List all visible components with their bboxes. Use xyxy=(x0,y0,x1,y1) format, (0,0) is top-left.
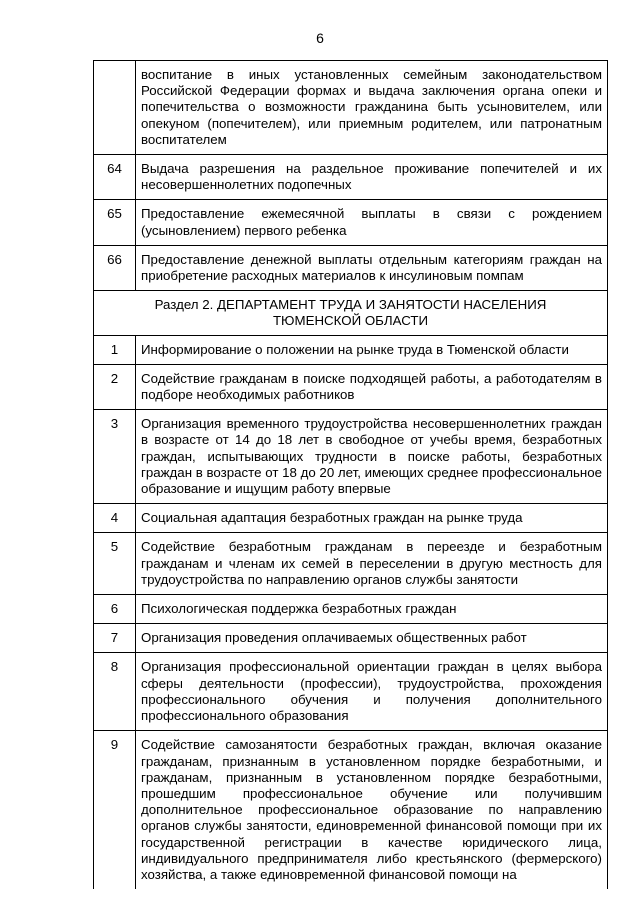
service-description: Психологическая поддержка безработных граждан xyxy=(136,595,608,624)
table-row xyxy=(94,595,608,624)
row-number: 5 xyxy=(94,533,136,595)
service-description: Содействие безработным гражданам в переезде и безработным гражданам и членам их семей в переселении в другую местность для трудоустройства по направлению органов службы занятости xyxy=(136,533,608,595)
service-description: Предоставление ежемесячной выплаты в связи с рождением (усыновлением) первого ребенка xyxy=(136,200,608,245)
table-row xyxy=(94,364,608,409)
service-description: Информирование о положении на рынке труда в Тюменской области xyxy=(136,335,608,364)
row-number xyxy=(94,61,136,155)
section-header-row xyxy=(94,291,608,335)
row-number: 7 xyxy=(94,624,136,653)
row-number: 4 xyxy=(94,504,136,533)
service-description: Организация проведения оплачиваемых общественных работ xyxy=(136,624,608,653)
row-number: 64 xyxy=(94,155,136,200)
service-description: Социальная адаптация безработных граждан на рынке труда xyxy=(136,504,608,533)
service-description: Организация профессиональной ориентации граждан в целях выбора сферы деятельности (профессии), трудоустройства, прохождения профессионального обучения и получения дополнительного профессионального образования xyxy=(136,653,608,731)
service-description: воспитание в иных установленных семейным законодательством Российской Федерации формах и выдача заключения органа опеки и попечительства о возможности гражданина быть усыновителем, или опекуном (попечителем), или приемным родителем, или патронатным воспитателем xyxy=(136,61,608,155)
row-number: 65 xyxy=(94,200,136,245)
table-row xyxy=(94,504,608,533)
table-row xyxy=(94,731,608,889)
service-description: Содействие самозанятости безработных граждан, включая оказание гражданам, признанным в установленном порядке безработными, и гражданам, признанным в установленном порядке безработными, прошедшим профессиональное обучение или получившим дополнительное профессиональное образование по направлению органов службы занятости, единовременной финансовой помощи при их государственной регистрации в качестве юридического лица, индивидуального предпринимателя либо крестьянского (фермерского) хозяйства, а также единовременной финансовой помощи на xyxy=(136,731,608,889)
table-row xyxy=(94,245,608,290)
table-row xyxy=(94,335,608,364)
table-row xyxy=(94,624,608,653)
table-row xyxy=(94,410,608,504)
row-number: 6 xyxy=(94,595,136,624)
row-number: 66 xyxy=(94,245,136,290)
service-description: Содействие гражданам в поиске подходящей работы, а работодателям в подборе необходимых работников xyxy=(136,364,608,409)
table-row xyxy=(94,200,608,245)
table-row xyxy=(94,533,608,595)
table-row xyxy=(94,653,608,731)
row-number: 2 xyxy=(94,364,136,409)
row-number: 1 xyxy=(94,335,136,364)
row-number: 8 xyxy=(94,653,136,731)
row-number: 3 xyxy=(94,410,136,504)
service-description: Предоставление денежной выплаты отдельным категориям граждан на приобретение расходных материалов к инсулиновым помпам xyxy=(136,245,608,290)
row-number: 9 xyxy=(94,731,136,889)
page-number: 6 xyxy=(316,30,324,46)
table-row xyxy=(94,155,608,200)
service-description: Организация временного трудоустройства несовершеннолетних граждан в возрасте от 14 до 18 лет в свободное от учебы время, безработных граждан, испытывающих трудности в поиске работы, безработных граждан в возрасте от 18 до 20 лет, имеющих среднее профессиональное образование и ищущим работу впервые xyxy=(136,410,608,504)
service-description: Выдача разрешения на раздельное проживание попечителей и их несовершеннолетних подопечных xyxy=(136,155,608,200)
section-title: Раздел 2. ДЕПАРТАМЕНТ ТРУДА И ЗАНЯТОСТИ НАСЕЛЕНИЯ ТЮМЕНСКОЙ ОБЛАСТИ xyxy=(94,291,608,335)
table-row xyxy=(94,61,608,155)
services-table xyxy=(93,60,608,889)
